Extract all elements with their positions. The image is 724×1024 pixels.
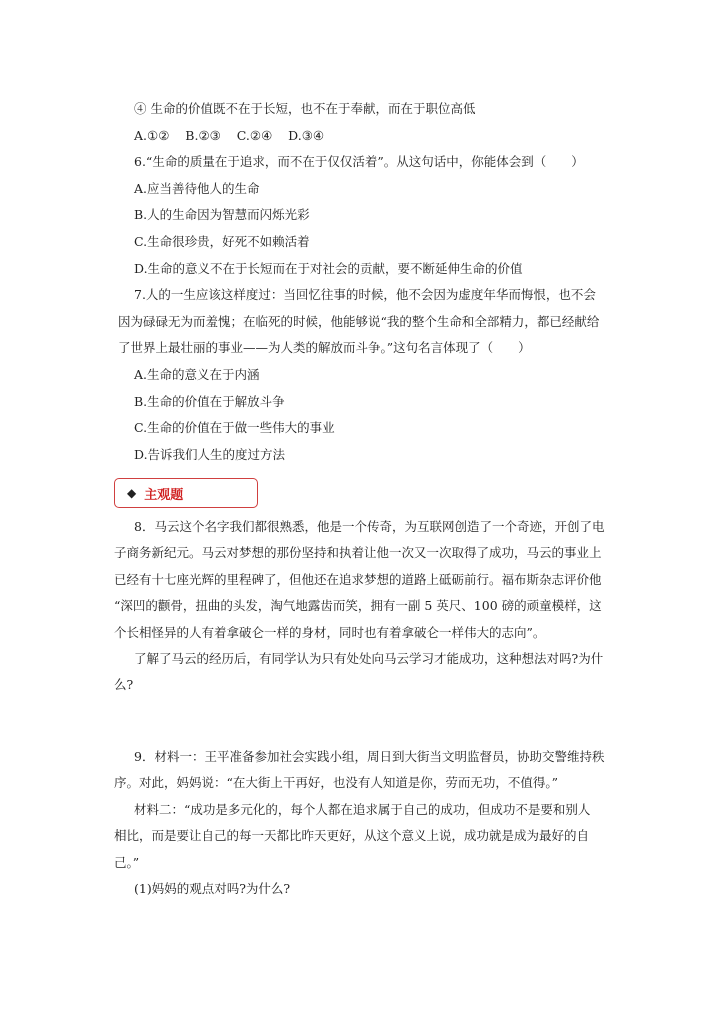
q8-line-2: 子商务新纪元。马云对梦想的那份坚持和执着让他一次又一次取得了成功，马云的事业上 — [114, 545, 602, 561]
q7-stem-line-2: 因为碌碌无为而羞愧；在临死的时候，他能够说“我的整个生命和全部精力，都已经献给 — [118, 313, 600, 329]
q8-line-5: 个长相怪异的人有着拿破仑一样的身材，同时也有着拿破仑一样伟大的志向”。 — [114, 624, 546, 640]
q7-stem-line-1: 7.人的一生应该这样度过：当回忆往事的时候，他不会因为虚度年华而悔恨，也不会 — [134, 287, 596, 303]
q6-option-d: D.生命的意义不在于长短而在于对社会的贡献，要不断延伸生命的价值 — [134, 260, 523, 276]
q5-choices: A.①② B.②③ C.②④ D.③④ — [134, 127, 325, 143]
q9-material2-line-3: 己。” — [114, 854, 140, 870]
q7-stem-line-3: 了世界上最壮丽的事业——为人类的解放而斗争。”这句名言体现了（ ） — [118, 340, 531, 356]
q8-line-1: 8．马云这个名字我们都很熟悉，他是一个传奇，为互联网创造了一个奇迹，开创了电 — [134, 519, 605, 534]
q5-option-4: ④ 生命的价值既不在于长短，也不在于奉献，而在于职位高低 — [134, 101, 476, 116]
q9-sub-question-1: (1)妈妈的观点对吗?为什么? — [134, 880, 291, 896]
q8-question-line-1: 了解了马云的经历后，有同学认为只有处处向马云学习才能成功，这种想法对吗?为什 — [134, 650, 604, 666]
q6-option-b: B.人的生命因为智慧而闪烁光彩 — [134, 207, 310, 223]
q9-material2-line-2: 相比，而是要让自己的每一天都比昨天更好，从这个意义上说，成功就是成为最好的自 — [114, 828, 590, 844]
diamond-icon: ◆ — [127, 486, 137, 500]
q8-block — [114, 514, 604, 699]
section-title: 主观题 — [144, 487, 184, 503]
q8-line-4: “深凹的颧骨，扭曲的头发，淘气地露齿而笑，拥有一副 5 英尺、100 磅的顽童模样，这 — [114, 598, 602, 614]
choice-questions — [118, 96, 604, 468]
q7-option-d: D.告诉我们人生的度过方法 — [134, 446, 286, 462]
q6-option-a: A.应当善待他人的生命 — [134, 180, 260, 196]
q8-line-3: 已经有十七座光辉的里程碑了，但他还在追求梦想的道路上砥砺前行。福布斯杂志评价他 — [114, 571, 602, 587]
q9-material1-line-2: 序。对此，妈妈说：“在大街上干再好，也没有人知道是你，劳而无功，不值得。” — [114, 775, 559, 791]
q7-option-a: A.生命的意义在于内涵 — [134, 366, 260, 382]
q6-option-c: C.生命很珍贵，好死不如赖活着 — [134, 233, 310, 249]
section-header — [114, 478, 258, 508]
q9-material1-line-1: 9．材料一：王平准备参加社会实践小组，周日到大街当文明监督员，协助交警维持秩 — [134, 749, 605, 764]
q9-block — [114, 744, 604, 902]
q6-stem: 6.“生命的质量在于追求，而不在于仅仅活着”。从这句话中，你能体会到（ ） — [134, 154, 584, 170]
q7-option-c: C.生命的价值在于做一些伟大的事业 — [134, 420, 335, 436]
q8-question-line-2: 么? — [114, 677, 134, 693]
q7-option-b: B.生命的价值在于解放斗争 — [134, 393, 285, 409]
q9-material2-line-1: 材料二：“成功是多元化的，每个人都在追求属于自己的成功，但成功不是要和别人 — [134, 801, 591, 817]
